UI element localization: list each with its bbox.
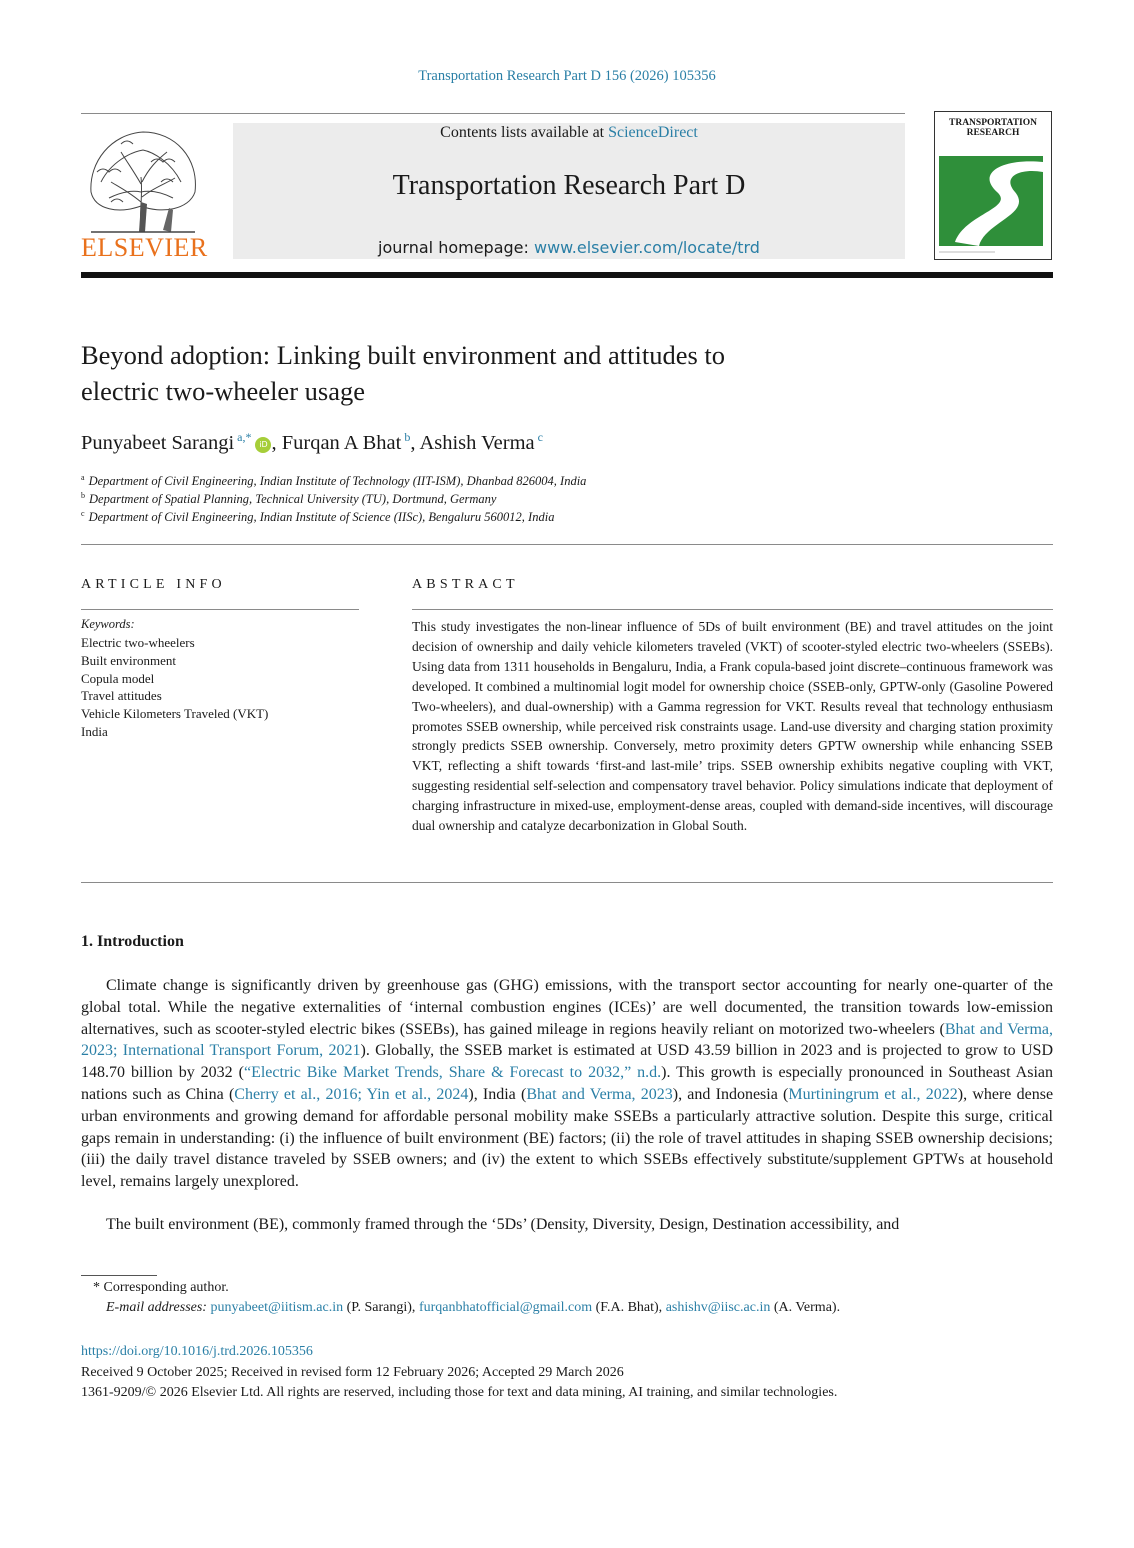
keyword-item: India [81,723,108,739]
contents-availability-line: Contents lists available at ScienceDirect [440,124,698,141]
keyword-list [81,634,268,741]
abstract-bottom-rule [81,882,1053,883]
author-affiliation-mark[interactable]: c [537,430,543,444]
orcid-icon[interactable]: iD [255,437,271,453]
author-affiliation-mark[interactable]: b [404,430,411,444]
author-affiliation-mark[interactable]: a,* [237,430,252,444]
intro-paragraph: Climate change is significantly driven by greenhouse gas (GHG) emissions, with the transport sector accounting for nearly one-quarter of the global total. While the negative externalities of ‘internal combustion engines (ICEs)’ are well documented, the transition towards low-emission alternatives, such as scooter-styled electric bikes (SSEBs), has gained mileage in regions heavily reliant on motorized two-wheelers (Bhat and Verma, 2023; International Transport Forum, 2021). Globally, the SSEB market is estimated at USD 43.59 billion in 2023 and is projected to grow to USD 148.70 billion by 2032 (“Electric Bike Market Trends, Share & Forecast to 2032,” n.d.). This growth is especially pronounced in Southeast Asian nations such as China (Cherry et al., 2016; Yin et al., 2024), India (Bhat and Verma, 2023), and Indonesia (Murtiningrum et al., 2022), where dense urban environments and growing demand for affordable personal mobility make SSEBs a particularly attractive solution. Despite this surge, critical gaps remain in understanding: (i) the influence of built environment (BE) factors; (ii) the role of travel attitudes in shaping SSEB ownership decisions; (iii) the daily travel distance traveled by SSEB owners; and (iv) the extent to which SSEBs effectively substitute/supplement GPTWs at household level, remains largely unexplored. [81,977,1054,1191]
email-link[interactable]: punyabeet@iitism.ac.in [210,1300,344,1315]
header-thick-rule [81,272,1053,278]
affiliation-rule [81,544,1053,545]
author-name[interactable]: Punyabeet Sarangi [81,432,235,454]
doi-link[interactable]: https://doi.org/10.1016/j.trd.2026.105356 [81,1344,313,1359]
header-rule [81,113,905,114]
section-heading-introduction: 1. Introduction [81,933,184,950]
cover-road-art-icon [935,152,1051,260]
journal-reference-link[interactable]: Transportation Research Part D 156 (2026) 105356 [418,68,716,84]
paper-title-line: electric two-wheeler usage [81,376,365,406]
email-link[interactable]: furqanbhatofficial@gmail.com [418,1300,593,1315]
abstract-rule [412,609,1053,610]
journal-homepage-link[interactable]: www.elsevier.com/locate/trd [534,238,760,257]
citation-link[interactable]: Bhat and Verma, 2023 [526,1085,673,1103]
author-list: Punyabeet Sarangi $^{a,*}$iD , Furqan A Bhat $^b$, Ashish Verma $^c$ [81,430,543,454]
keyword-item: Built environment [81,652,176,668]
footnote-rule [81,1275,157,1276]
author-name[interactable]: Furqan A Bhat [281,432,402,454]
article-dates: Received 9 October 2025; Received in revised form 12 February 2026; Accepted 29 March 2026 [81,1365,624,1380]
copyright-line: 1361-9209/© 2026 Elsevier Ltd. All rights are reserved, including those for text and data mining, AI training, and similar technologies. [81,1385,838,1400]
email-addresses: E-mail addresses: punyabeet@iitism.ac.in (P. Sarangi), furqanbhatofficial@gmail.com (F.A. Bhat), ashishv@iisc.ac.in (A. Verma). [106,1300,841,1315]
abstract-text: This study investigates the non-linear influence of 5Ds of built environment (BE) and travel attitudes on the joint decision of ownership and daily vehicle kilometers traveled (VKT) of scooter-styled electric two-wheelers (SSEBs). Using data from 1311 households in Bengaluru, India, a Frank copula-based joint discrete–continuous framework was developed. It combined a multinomial logit model for ownership choice (SSEB-only, GPTW-only (Gasoline Powered Two-wheelers), and dual-ownership) with a Gamma regression for VKT. Results reveal that technology enthusiasm promotes SSEB ownership, while perceived risk constraints usage. Land-use diversity and charging station proximity strongly predicts SSEB ownership. Conversely, metro proximity deters GPTW ownership while enhancing SSEB VKT, reflecting a shift towards ‘first-and last-mile’ trips. SSEB ownership exhibits negative coupling with VKT, suggesting residential self-selection and compensatory travel behavior. Policy simulations indicate that deployment of charging infrastructure in mixed-use, employment-dense areas, coupled with demand-side incentives, will discourage dual ownership and catalyze decarbonization in Global South. [412,619,1053,834]
journal-homepage-line: journal homepage: www.elsevier.com/locate/trd [378,238,760,257]
elsevier-wordmark: ELSEVIER [81,233,208,262]
cover-title: TRANSPORTATION RESEARCH [949,118,1037,138]
article-info-heading: ARTICLE INFO [81,577,226,592]
affiliation: $^a$ Department of Civil Engineering, Indian Institute of Technology (IIT-ISM), Dhanbad 826004, India [81,473,587,488]
affiliation: $^c$ Department of Civil Engineering, Indian Institute of Science (IISc), Bengaluru 560012, India [81,509,555,524]
corresponding-author-note: * Corresponding author. [93,1280,229,1295]
keywords-label: Keywords: [81,617,135,631]
citation-link[interactable]: Murtiningrum et al., 2022 [788,1085,958,1103]
affiliation: $^b$ Department of Spatial Planning, Technical University (TU), Dortmund, Germany [81,491,497,506]
citation-link[interactable]: “Electric Bike Market Trends, Share & Forecast to 2032,” n.d. [243,1064,662,1082]
keyword-item: Travel attitudes [81,688,162,704]
email-link[interactable]: ashishv@iisc.ac.in [665,1300,771,1315]
keyword-item: Vehicle Kilometers Traveled (VKT) [81,706,269,722]
abstract-heading: ABSTRACT [412,577,519,592]
keyword-item: Copula model [81,670,155,686]
journal-title: Transportation Research Part D [392,170,746,201]
paper-title-line: Beyond adoption: Linking built environment and attitudes to [81,340,726,370]
keyword-item: Electric two-wheelers [81,635,195,650]
author-name[interactable]: Ashish Verma [419,432,535,454]
paper-title [81,337,981,409]
citation-link[interactable]: Bhat and Verma, 2023; International Transport Forum, 2021 [81,1020,1053,1060]
article-info-rule [81,609,359,610]
intro-paragraph: The built environment (BE), commonly framed through the ‘5Ds’ (Density, Diversity, Design, Destination accessibility, and [106,1216,900,1233]
citation-link[interactable]: Cherry et al., 2016; Yin et al., 2024 [234,1085,469,1103]
sciencedirect-link[interactable]: ScienceDirect [608,124,698,141]
journal-cover-thumbnail[interactable] [934,111,1052,260]
